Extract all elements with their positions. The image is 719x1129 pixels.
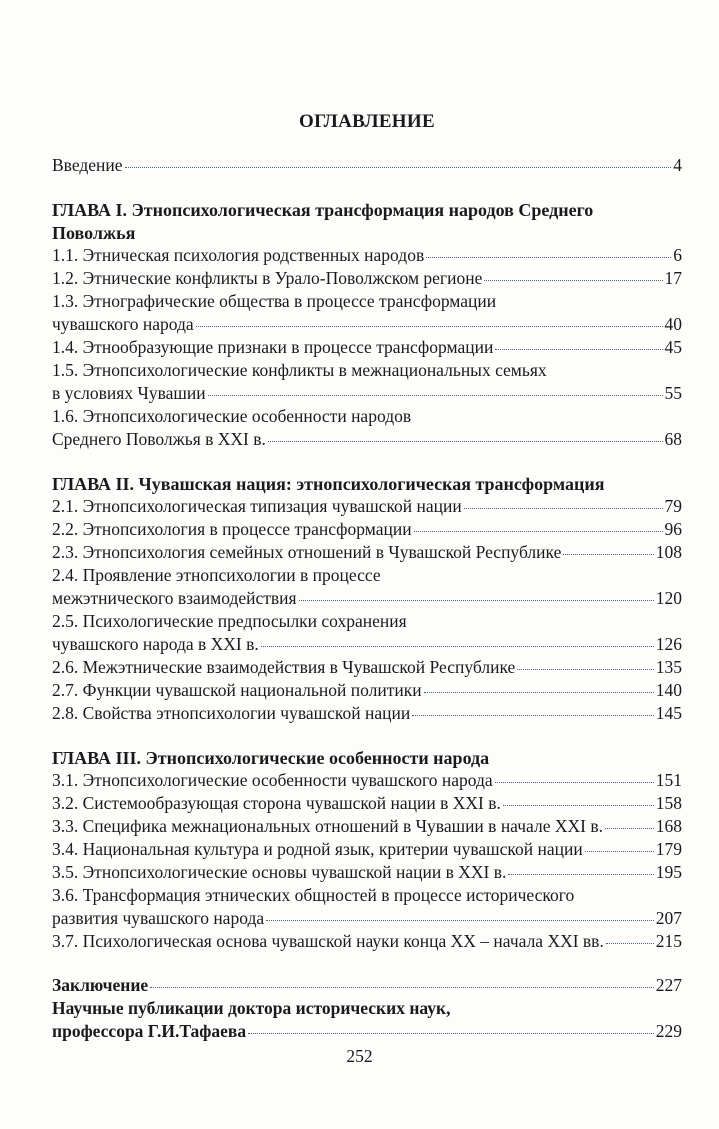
- dot-leader: [412, 715, 654, 716]
- toc-entry[interactable]: [52, 930, 682, 953]
- toc-entry[interactable]: [52, 313, 682, 336]
- chapter-1-heading: [52, 198, 682, 221]
- chapter-title: Чувашская нация: этнопсихологическая трансформация: [138, 474, 605, 494]
- toc-entry-conclusion[interactable]: [52, 974, 682, 997]
- chapter-label: ГЛАВА II.: [52, 474, 135, 494]
- toc-entry[interactable]: [52, 541, 682, 564]
- entry-label: 3.2. Системообразующая сторона чувашской нации в XXI в.: [52, 793, 501, 813]
- entry-page: 145: [655, 703, 682, 723]
- table-of-contents: [52, 110, 682, 1043]
- entry-page: 227: [655, 975, 682, 995]
- entry-label-line1: 1.5. Этнопсихологические конфликты в межнациональных семьях: [52, 360, 547, 380]
- chapter-title: Этнопсихологические особенности народа: [145, 748, 490, 768]
- entry-page: 45: [664, 337, 682, 357]
- entry-label-line1: 2.4. Проявление этнопсихологии в процессе: [52, 565, 381, 585]
- dot-leader: [266, 920, 654, 921]
- entry-label: 1.2. Этнические конфликты в Урало-Поволжском регионе: [52, 268, 483, 288]
- entry-page: 179: [655, 839, 682, 859]
- chapter-label: ГЛАВА III.: [52, 748, 142, 768]
- entry-label: 2.6. Межэтнические взаимодействия в Чувашской Республике: [52, 657, 516, 677]
- entry-label: 2.8. Свойства этнопсихологии чувашской нации: [52, 703, 411, 723]
- toc-entry[interactable]: [52, 838, 682, 861]
- toc-entry[interactable]: [52, 656, 682, 679]
- entry-label-line2: профессора Г.И.Тафаева: [52, 1021, 247, 1041]
- entry-label: 3.7. Психологическая основа чувашской науки конца XX – начала XXI вв.: [52, 931, 604, 951]
- dot-leader: [606, 943, 654, 944]
- toc-entry[interactable]: [52, 769, 682, 792]
- dot-leader: [268, 441, 663, 442]
- entry-label-line1: 2.5. Психологические предпосылки сохранения: [52, 611, 407, 631]
- dot-leader: [299, 600, 654, 601]
- dot-leader: [248, 1033, 654, 1034]
- entry-label: 1.1. Этническая психология родственных народов: [52, 245, 425, 265]
- toc-title: ОГЛАВЛЕНИЕ: [299, 111, 435, 132]
- entry-page: 229: [655, 1021, 682, 1041]
- dot-leader: [585, 851, 654, 852]
- toc-entry[interactable]: [52, 244, 682, 267]
- chapter-3-heading: [52, 746, 682, 769]
- toc-entry-intro[interactable]: [52, 154, 682, 177]
- entry-page: 6: [673, 245, 682, 265]
- dot-leader: [464, 508, 663, 509]
- toc-entry-publications[interactable]: [52, 1020, 682, 1043]
- entry-label: 2.2. Этнопсихология в процессе трансформации: [52, 519, 412, 539]
- chapter-title: Этнопсихологическая трансформация народов Среднего: [131, 200, 594, 220]
- entry-label-line1: 3.6. Трансформация этнических общностей в процессе исторического: [52, 885, 575, 905]
- dot-leader: [125, 167, 672, 168]
- entry-label-line2: чувашского народа: [52, 314, 194, 334]
- dot-leader: [484, 280, 662, 281]
- dot-leader: [563, 554, 653, 555]
- entry-label: 3.5. Этнопсихологические основы чувашской нации в XXI в.: [52, 862, 507, 882]
- entry-page: 55: [664, 383, 682, 403]
- entry-page: 68: [664, 429, 682, 449]
- entry-label: Введение: [52, 155, 123, 175]
- entry-page: 140: [655, 680, 682, 700]
- entry-label-line2: Среднего Поволжья в XXI в.: [52, 429, 266, 449]
- entry-label: Заключение: [52, 975, 149, 995]
- chapter-1-heading-cont: Поволжья: [52, 223, 136, 243]
- toc-entry[interactable]: [52, 861, 682, 884]
- entry-page: 96: [664, 519, 682, 539]
- entry-page: 215: [655, 931, 682, 951]
- dot-leader: [508, 874, 653, 875]
- toc-entry[interactable]: [52, 382, 682, 405]
- entry-label: 3.1. Этнопсихологические особенности чувашского народа: [52, 770, 493, 790]
- entry-page: 207: [655, 908, 682, 928]
- toc-entry[interactable]: [52, 336, 682, 359]
- dot-leader: [605, 828, 654, 829]
- entry-label-line1: 1.3. Этнографические общества в процессе трансформации: [52, 291, 497, 311]
- entry-page: 126: [655, 634, 682, 654]
- dot-leader: [495, 349, 662, 350]
- entry-page: 40: [664, 314, 682, 334]
- entry-page: 108: [655, 542, 682, 562]
- entry-label: 2.7. Функции чувашской национальной политики: [52, 680, 422, 700]
- toc-entry[interactable]: [52, 633, 682, 656]
- entry-page: 168: [655, 816, 682, 836]
- entry-label-line2: чувашского народа в XXI в.: [52, 634, 259, 654]
- toc-entry[interactable]: [52, 702, 682, 725]
- dot-leader: [424, 692, 654, 693]
- entry-page: 4: [673, 155, 682, 175]
- dot-leader: [414, 531, 663, 532]
- entry-label-line2: межэтнического взаимодействия: [52, 588, 297, 608]
- toc-entry[interactable]: [52, 428, 682, 451]
- dot-leader: [503, 805, 654, 806]
- toc-entry[interactable]: [52, 907, 682, 930]
- entry-page: 79: [664, 496, 682, 516]
- entry-label-line1: Научные публикации доктора исторических наук,: [52, 998, 451, 1018]
- toc-entry[interactable]: [52, 587, 682, 610]
- dot-leader: [426, 257, 671, 258]
- entry-label: 1.4. Этнообразующие признаки в процессе трансформации: [52, 337, 494, 357]
- toc-entry[interactable]: [52, 495, 682, 518]
- chapter-label: ГЛАВА I.: [52, 200, 128, 220]
- toc-entry[interactable]: [52, 815, 682, 838]
- toc-entry[interactable]: [52, 679, 682, 702]
- entry-label-line2: развития чувашского народа: [52, 908, 265, 928]
- chapter-2-heading: [52, 472, 682, 495]
- entry-label-line2: в условиях Чувашии: [52, 383, 206, 403]
- entry-page: 17: [664, 268, 682, 288]
- entry-page: 120: [655, 588, 682, 608]
- entry-label: 3.4. Национальная культура и родной язык, критерии чувашской нации: [52, 839, 583, 859]
- dot-leader: [517, 669, 653, 670]
- dot-leader: [261, 646, 654, 647]
- page-number: 252: [346, 1046, 373, 1066]
- toc-entry[interactable]: [52, 518, 682, 541]
- entry-label: 3.3. Специфика межнациональных отношений в Чувашии в начале XXI в.: [52, 816, 603, 836]
- entry-page: 158: [655, 793, 682, 813]
- dot-leader: [150, 987, 654, 988]
- dot-leader: [196, 326, 663, 327]
- entry-label-line1: 1.6. Этнопсихологические особенности народов: [52, 406, 412, 426]
- dot-leader: [208, 395, 663, 396]
- entry-page: 195: [655, 862, 682, 882]
- entry-page: 135: [655, 657, 682, 677]
- dot-leader: [495, 782, 654, 783]
- toc-entry[interactable]: [52, 267, 682, 290]
- toc-entry[interactable]: [52, 792, 682, 815]
- entry-label: 2.3. Этнопсихология семейных отношений в Чувашской Республике: [52, 542, 562, 562]
- entry-page: 151: [655, 770, 682, 790]
- entry-label: 2.1. Этнопсихологическая типизация чувашской нации: [52, 496, 462, 516]
